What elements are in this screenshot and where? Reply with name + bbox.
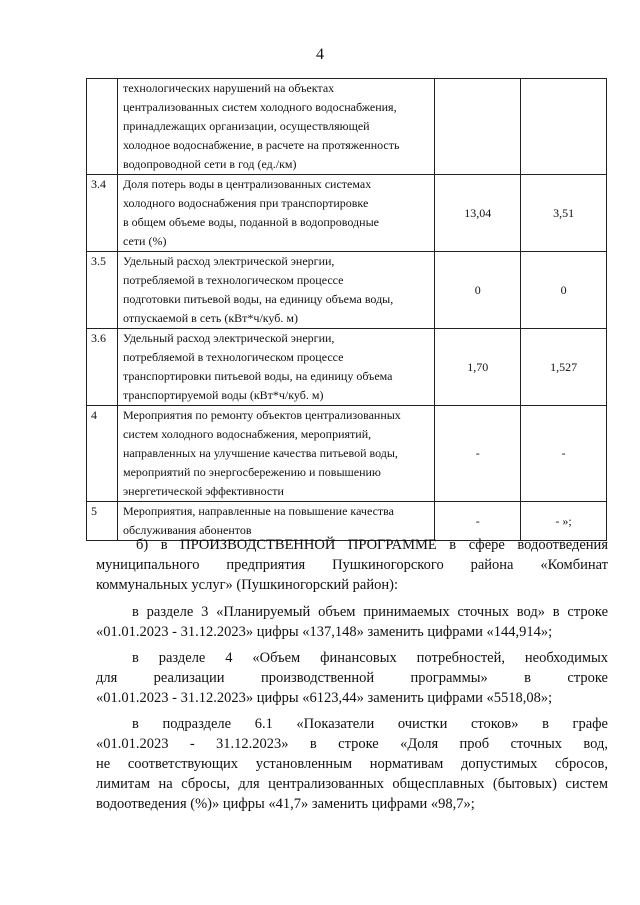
- table-row: [87, 406, 607, 502]
- row-number-cell: 5: [87, 502, 118, 541]
- indicator-name-line: транспортировки питьевой воды, на единицу объема: [123, 369, 393, 383]
- indicator-name-line: водопроводной сети в год (ед./км): [123, 157, 297, 171]
- indicator-name-line: отпускаемой в сеть (кВт*ч/куб. м): [123, 311, 298, 325]
- indicator-name-line: обслуживания абонентов: [123, 523, 252, 537]
- table-row: [87, 79, 607, 175]
- indicator-name-line: подготовки питьевой воды, на единицу объема воды,: [123, 292, 394, 306]
- text-line: «01.01.2023 - 31.12.2023» цифры «6123,44» заменить цифрами «5518,08»;: [96, 690, 553, 706]
- text-line: в разделе 4 «Объем финансовых потребностей, необходимых: [132, 650, 608, 666]
- value-cell-2: 3,51: [521, 175, 607, 252]
- value-cell-2: 1,527: [521, 329, 607, 406]
- value-cell-1: 0: [435, 252, 521, 329]
- indicator-name-line: мероприятий по энергосбережению и повышению: [123, 465, 381, 479]
- indicator-name-line: технологических нарушений на объектах: [123, 81, 335, 95]
- table-row: [87, 329, 607, 406]
- indicator-name-line: направленных на улучшение качества питьевой воды,: [123, 446, 398, 460]
- indicator-name-cell: [118, 79, 435, 175]
- text-line: не соответствующих установленным нормативам допустимых сбросов,: [96, 756, 608, 772]
- value-cell-2: - »;: [521, 502, 607, 541]
- paragraph-section-4: [96, 648, 608, 708]
- value-cell-2: [521, 79, 607, 175]
- value-cell-2: -: [521, 406, 607, 502]
- row-number-cell: 3.4: [87, 175, 118, 252]
- value-cell-1: [435, 79, 521, 175]
- value-cell-2: 0: [521, 252, 607, 329]
- indicator-name-line: холодного водоснабжения при транспортировке: [123, 196, 369, 210]
- indicator-name-cell: [118, 175, 435, 252]
- text-line: в разделе 3 «Планируемый объем принимаемых сточных вод» в строке: [132, 604, 608, 620]
- indicator-name-line: Удельный расход электрической энергии,: [123, 254, 335, 268]
- text-line: «01.01.2023 - 31.12.2023» в строке «Доля проб сточных вод,: [96, 736, 608, 752]
- indicator-name-line: принадлежащих организации, осуществляющей: [123, 119, 370, 133]
- page-number: 4: [316, 46, 324, 63]
- table-row: [87, 252, 607, 329]
- indicator-name-line: транспортируемой воды (кВт*ч/куб. м): [123, 388, 324, 402]
- text-line: коммунальных услуг» (Пушкиногорский район):: [96, 577, 398, 593]
- indicators-table-body: [87, 79, 607, 541]
- indicators-table: [86, 78, 607, 541]
- indicator-name-line: Удельный расход электрической энергии,: [123, 331, 335, 345]
- indicator-name-line: холодное водоснабжение, в расчете на протяженность: [123, 138, 400, 152]
- indicator-name-line: Доля потерь воды в централизованных системах: [123, 177, 372, 191]
- value-cell-1: -: [435, 502, 521, 541]
- value-cell-1: 13,04: [435, 175, 521, 252]
- text-line: лимитам на сбросы, для централизованных общесплавных (бытовых) систем: [96, 776, 608, 792]
- paragraph-section-3: [96, 602, 608, 642]
- row-number-cell: 3.6: [87, 329, 118, 406]
- indicator-name-line: Мероприятия, направленные на повышение качества: [123, 504, 394, 518]
- row-number-cell: 4: [87, 406, 118, 502]
- indicator-name-cell: [118, 329, 435, 406]
- row-number-cell: 3.5: [87, 252, 118, 329]
- indicator-name-line: централизованных систем холодного водоснабжения,: [123, 100, 397, 114]
- indicator-name-cell: [118, 406, 435, 502]
- table-row: [87, 175, 607, 252]
- paragraph-subsection-6-1: [96, 714, 608, 814]
- text-line: б) в ПРОИЗВОДСТВЕННОЙ ПРОГРАММЕ в сфере водоотведения: [136, 537, 608, 553]
- indicator-name-line: сети (%): [123, 234, 167, 248]
- indicator-name-line: энергетической эффективности: [123, 484, 284, 498]
- indicator-name-line: потребляемой в технологическом процессе: [123, 350, 344, 364]
- text-line: водоотведения (%)» цифры «41,7» заменить цифрами «98,7»;: [96, 796, 475, 812]
- indicator-name-line: в общем объеме воды, поданной в водопроводные: [123, 215, 379, 229]
- paragraph-b-intro: [96, 535, 608, 595]
- indicator-name-cell: [118, 252, 435, 329]
- text-line: в подразделе 6.1 «Показатели очистки стоков» в графе: [132, 716, 608, 732]
- text-line: для реализации производственной программы» в строке: [96, 670, 608, 686]
- value-cell-1: -: [435, 406, 521, 502]
- value-cell-1: 1,70: [435, 329, 521, 406]
- text-line: «01.01.2023 - 31.12.2023» цифры «137,148» заменить цифрами «144,914»;: [96, 624, 553, 640]
- indicator-name-line: систем холодного водоснабжения, мероприятий,: [123, 427, 372, 441]
- indicator-name-line: Мероприятия по ремонту объектов централизованных: [123, 408, 401, 422]
- indicator-name-line: потребляемой в технологическом процессе: [123, 273, 344, 287]
- row-number-cell: [87, 79, 118, 175]
- text-line: муниципального предприятия Пушкиногорского района «Комбинат: [96, 557, 608, 573]
